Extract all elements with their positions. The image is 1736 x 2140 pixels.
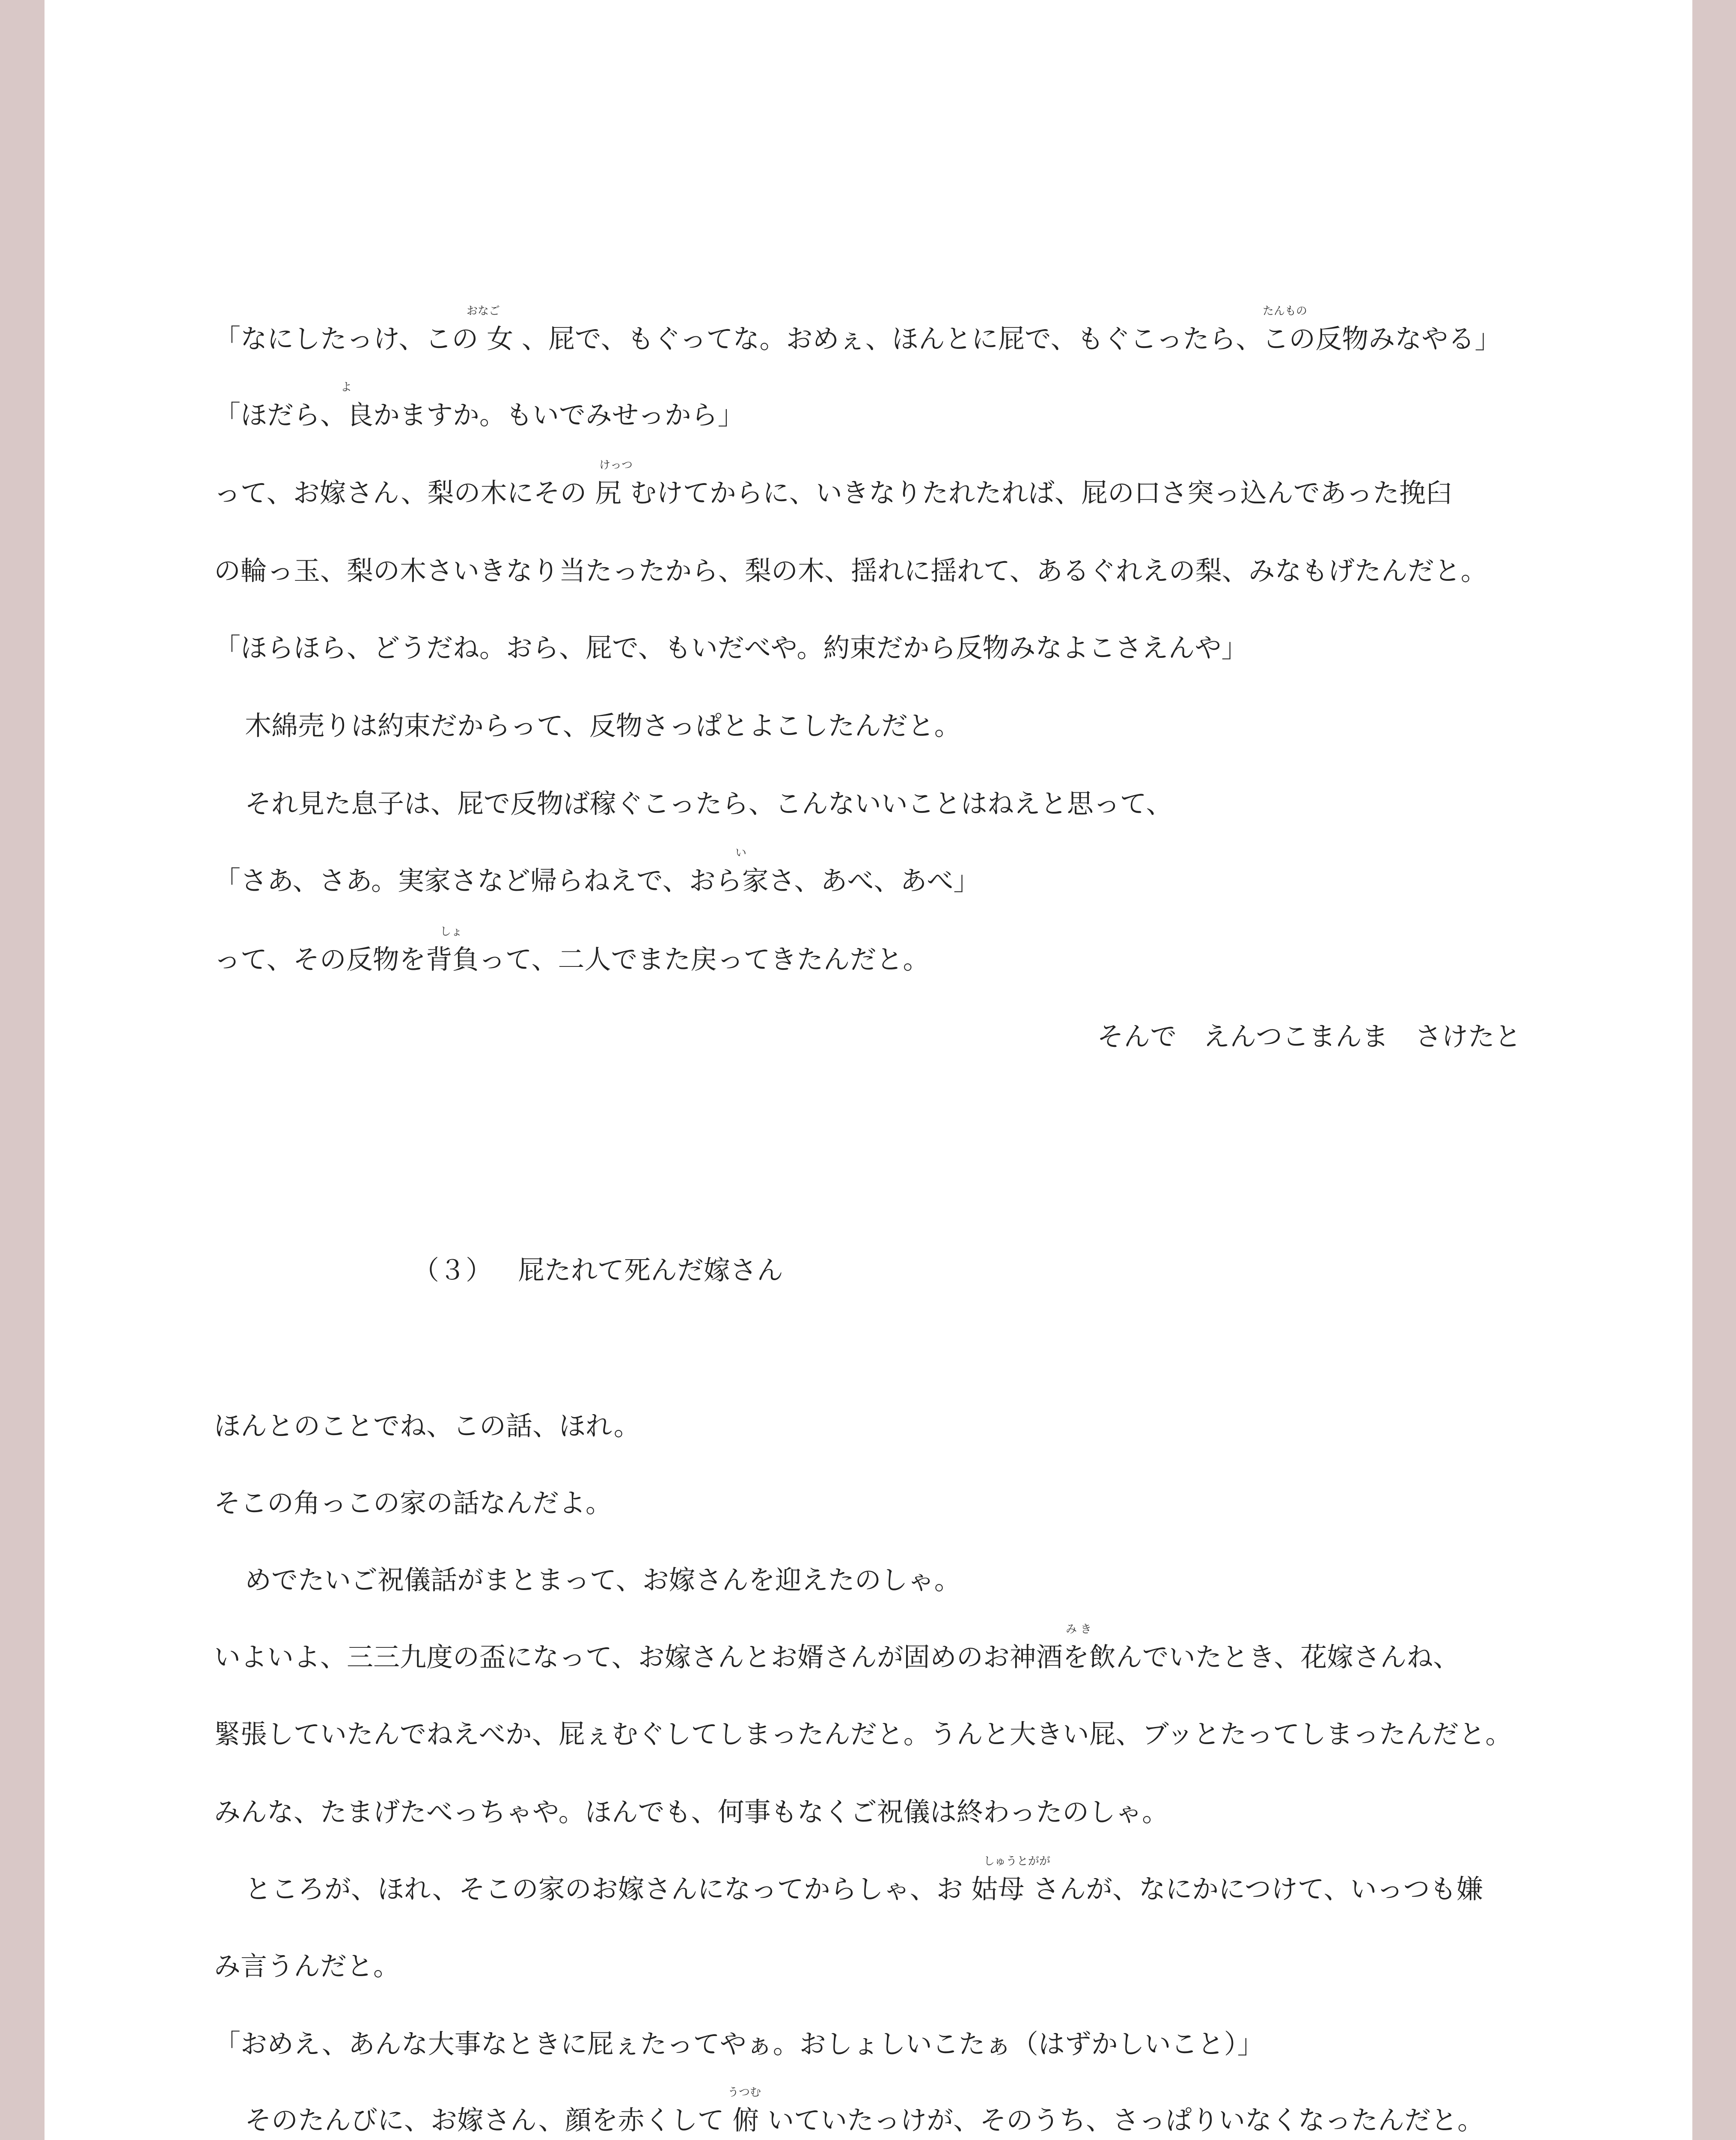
furigana: い — [735, 847, 747, 859]
text-line: って、お嫁さん、梨の木にその 尻 むけてからに、いきなりたれたれば、屁の口さ突っ込んであった挽臼 — [214, 477, 1453, 508]
closing-phrase: そんで えんつこまんま さけたと — [1097, 1021, 1521, 1052]
document-page — [45, 0, 1692, 2140]
text-line: ほんとのことでね、この話、ほれ。 — [214, 1410, 640, 1442]
text-line: みんな、たまげたべっちゃや。ほんでも、何事もなくご祝儀は終わったのしゃ。 — [214, 1796, 1169, 1828]
text-line: いよいよ、三三九度の盃になって、お嫁さんとお婿さんが固めのお神酒を飲んでいたとき、花嫁さんね、 — [214, 1641, 1460, 1673]
furigana: しょ — [440, 925, 463, 938]
furigana: み き — [1066, 1623, 1092, 1636]
section-heading — [413, 1253, 783, 1287]
text-line: って、その反物を背負って、二人でまた戻ってきたんだと。 — [214, 944, 930, 975]
text-line: み言うんだと。 — [214, 1950, 400, 1982]
furigana: うつむ — [728, 2086, 761, 2099]
text-line: 「なにしたっけ、この 女 、屁で、もぐってな。おめぇ、ほんとに屁で、もぐこったら、この反物みなやる」 — [214, 323, 1501, 354]
text-line: 「おめえ、あんな大事なときに屁ぇたってやぁ。おしょしいこたぁ（はずかしいこと）」 — [214, 2028, 1264, 2060]
section-title: 屁たれて死んだ嫁さん — [518, 1254, 784, 1286]
furigana: おなご — [467, 305, 500, 318]
text-line: 「ほだら、良かますか。もいでみせっから」 — [214, 399, 744, 431]
text-line: 「さあ、さあ。実家さなど帰らねえで、おら家さ、あべ、あべ」 — [214, 865, 980, 896]
section-number: （３） — [413, 1254, 493, 1286]
text-line: 緊張していたんでねえべか、屁ぇむぐしてしまったんだと。うんと大きい屁、ブッとたってしまったんだと。 — [214, 1718, 1512, 1750]
text-line: そのたんびに、お嫁さん、顔を赤くして 俯 いていたっけが、そのうち、さっぱりいなくなったんだと。 — [245, 2104, 1484, 2136]
text-line: それ見た息子は、屁で反物ば稼ぐこったら、こんないいことはねえと思って、 — [245, 788, 1173, 819]
text-line: そこの角っこの家の話なんだよ。 — [214, 1487, 612, 1519]
furigana: たんもの — [1263, 305, 1308, 318]
text-line: めでたいご祝儀話がまとまって、お嫁さんを迎えたのしゃ。 — [245, 1564, 961, 1596]
furigana: けっつ — [599, 459, 633, 472]
text-line: 「ほらほら、どうだね。おら、屁で、もいだべや。約束だから反物みなよこさえんや」 — [214, 632, 1248, 663]
furigana: しゅうとがが — [984, 1855, 1051, 1868]
furigana: よ — [341, 381, 352, 394]
text-line: 木綿売りは約束だからって、反物さっぱとよこしたんだと。 — [245, 710, 961, 741]
text-line: の輪っ玉、梨の木さいきなり当たったから、梨の木、揺れに揺れて、あるぐれえの梨、みなもげたんだと。 — [214, 555, 1487, 586]
text-line: ところが、ほれ、そこの家のお嫁さんになってからしゃ、お 姑母 さんが、なにかにつけて、いっつも嫌 — [245, 1873, 1483, 1905]
